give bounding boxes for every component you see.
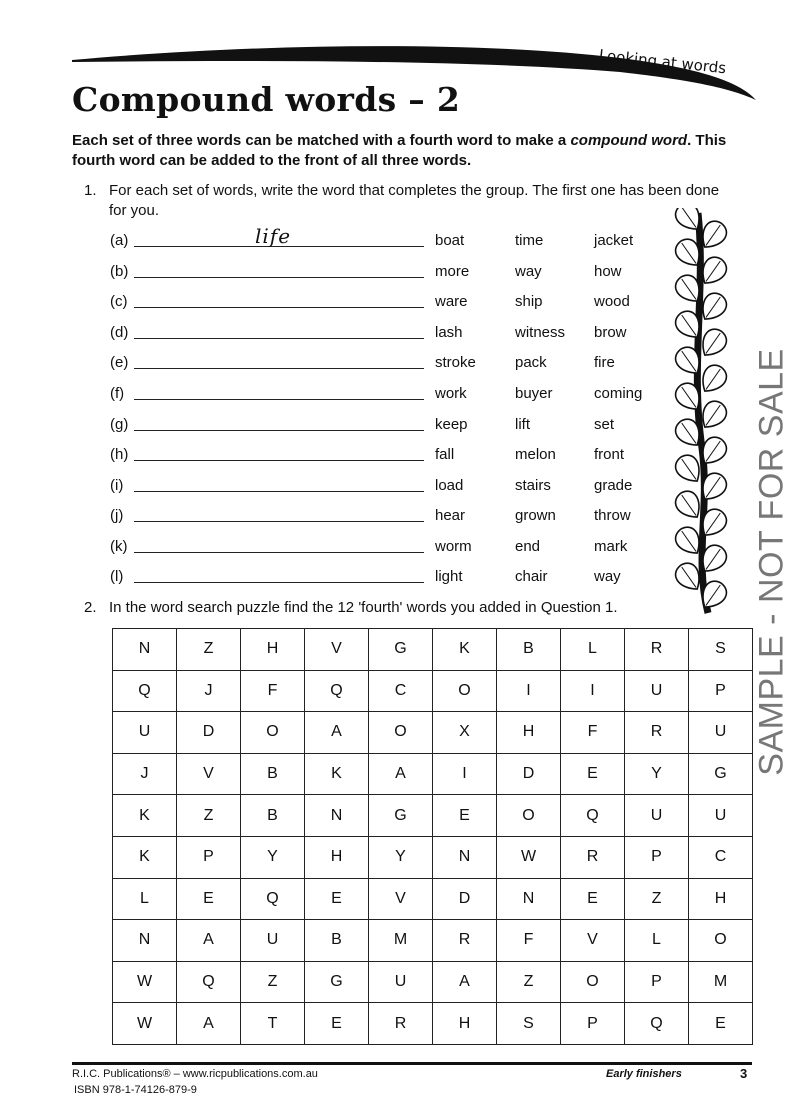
grid-cell[interactable]: J [113,753,177,795]
grid-cell[interactable]: Z [177,795,241,837]
grid-cell[interactable]: W [113,1003,177,1045]
grid-cell[interactable]: V [177,753,241,795]
clue-word: worm [435,538,472,555]
grid-cell[interactable]: M [689,961,753,1003]
grid-row [113,712,753,754]
clue-word: set [594,416,615,433]
question-2-number: 2. [84,599,97,616]
grid-cell[interactable]: A [177,920,241,962]
grid-cell[interactable]: E [433,795,497,837]
word-search-grid [112,628,753,1045]
grid-cell[interactable]: L [561,629,625,671]
grid-cell[interactable]: F [497,920,561,962]
clue-word: throw [594,507,631,524]
footer-isbn: ISBN 978-1-74126-879-9 [74,1084,197,1096]
row-label: (f) [110,385,125,402]
grid-cell[interactable]: R [369,1003,433,1045]
grid-cell[interactable]: K [113,795,177,837]
grid-cell[interactable]: H [305,836,369,878]
answer-row [110,324,670,354]
grid-cell[interactable]: E [689,1003,753,1045]
clue-word: how [594,263,622,280]
clue-word: coming [594,385,643,402]
row-label: (g) [110,416,129,433]
question-2-text: In the word search puzzle find the 12 'fourth' words you added in Question 1. [109,599,618,616]
footer-publisher: R.I.C. Publications® – www.ricpublications.com.au [72,1068,318,1080]
grid-cell[interactable]: B [497,629,561,671]
grid-cell[interactable]: D [177,712,241,754]
clue-word: ware [435,293,468,310]
clue-word: way [515,263,542,280]
grid-cell[interactable]: H [241,629,305,671]
answer-line[interactable] [134,307,424,308]
grid-cell[interactable]: O [433,670,497,712]
grid-cell[interactable]: A [177,1003,241,1045]
grid-cell[interactable]: A [305,712,369,754]
answer-row [110,446,670,476]
grid-cell[interactable]: N [113,920,177,962]
grid-cell[interactable]: E [305,878,369,920]
grid-row [113,629,753,671]
grid-row [113,795,753,837]
clue-word: wood [594,293,630,310]
grid-cell[interactable]: G [369,629,433,671]
grid-cell[interactable]: U [625,795,689,837]
answer-line[interactable] [134,582,424,583]
grid-cell[interactable]: O [689,920,753,962]
answer-line[interactable] [134,521,424,522]
grid-cell[interactable]: I [433,753,497,795]
answer-row [110,385,670,415]
clue-word: ship [515,293,543,310]
grid-cell[interactable]: R [625,712,689,754]
row-label: (h) [110,446,129,463]
clue-word: way [594,568,621,585]
grid-cell[interactable]: R [561,836,625,878]
clue-word: boat [435,232,465,249]
answer-line[interactable] [134,430,424,431]
answer-line[interactable] [134,460,424,461]
clue-word: mark [594,538,628,555]
grid-cell[interactable]: W [497,836,561,878]
grid-cell[interactable]: X [433,712,497,754]
clue-word: chair [515,568,548,585]
grid-row [113,753,753,795]
answer-row [110,416,670,446]
answer-row [110,568,670,598]
clue-word: melon [515,446,556,463]
grid-cell[interactable]: E [561,753,625,795]
grid-cell[interactable]: P [561,1003,625,1045]
question-1-number: 1. [84,182,97,199]
row-label: (a) [110,232,129,249]
clue-word: grown [515,507,556,524]
grid-cell[interactable]: G [689,753,753,795]
grid-row [113,670,753,712]
grid-cell[interactable]: N [113,629,177,671]
grid-row [113,1003,753,1045]
grid-cell[interactable]: Q [241,878,305,920]
grid-cell[interactable]: O [369,712,433,754]
intro-emphasis: compound word [570,132,688,149]
grid-cell[interactable]: U [689,712,753,754]
answer-line[interactable] [134,399,424,400]
grid-cell[interactable]: F [561,712,625,754]
grid-cell[interactable]: Z [241,961,305,1003]
row-label: (l) [110,568,124,585]
section-label: Looking at words [598,46,727,78]
grid-cell[interactable]: Q [177,961,241,1003]
grid-cell[interactable]: V [305,629,369,671]
grid-cell[interactable]: A [433,961,497,1003]
grid-cell[interactable]: Q [561,795,625,837]
grid-cell[interactable]: H [433,1003,497,1045]
question-1 [84,181,734,223]
clue-word: time [515,232,544,249]
grid-cell[interactable]: O [241,712,305,754]
row-label: (d) [110,324,129,341]
grid-cell[interactable]: E [305,1003,369,1045]
grid-cell[interactable]: D [433,878,497,920]
clue-word: stroke [435,354,476,371]
grid-cell[interactable]: H [689,878,753,920]
answer-row [110,538,670,568]
grid-cell[interactable]: K [433,629,497,671]
grid-cell[interactable]: Z [177,629,241,671]
grid-cell[interactable]: Q [625,1003,689,1045]
question-1-text: For each set of words, write the word that completes the group. The first one has been done for you. [109,182,720,219]
clue-word: more [435,263,470,280]
grid-cell[interactable]: Q [305,670,369,712]
grid-cell[interactable]: I [561,670,625,712]
intro-part1: Each set of three words can be matched with a fourth word to make a [72,132,571,149]
grid-cell[interactable]: A [369,753,433,795]
answer-row [110,293,670,323]
clue-word: brow [594,324,627,341]
grid-cell[interactable]: M [369,920,433,962]
grid-cell[interactable]: N [497,878,561,920]
grid-cell[interactable]: S [497,1003,561,1045]
intro-text [72,131,762,171]
page-number: 3 [740,1066,748,1081]
sample-watermark: SAMPLE - NOT FOR SALE [752,348,791,776]
grid-cell[interactable]: B [241,753,305,795]
grid-cell[interactable]: B [241,795,305,837]
clue-word: jacket [594,232,634,249]
grid-row [113,961,753,1003]
clue-word: pack [515,354,547,371]
clue-word: fire [594,354,615,371]
row-label: (j) [110,507,124,524]
grid-cell[interactable]: E [561,878,625,920]
footer-book-title: Early finishers [606,1068,682,1080]
grid-cell[interactable]: P [177,836,241,878]
grid-cell[interactable]: Z [625,878,689,920]
grid-cell[interactable]: F [241,670,305,712]
answer-line[interactable] [134,338,424,339]
row-label: (c) [110,293,128,310]
grid-cell[interactable]: V [561,920,625,962]
answer-row [110,477,670,507]
answer-line[interactable] [134,368,424,369]
grid-cell[interactable]: N [433,836,497,878]
clue-word: work [435,385,467,402]
grid-row [113,920,753,962]
grid-cell[interactable]: S [689,629,753,671]
answer-line[interactable] [134,552,424,553]
grid-cell[interactable]: K [305,753,369,795]
grid-cell[interactable]: Z [497,961,561,1003]
answer-row [110,507,670,537]
clue-word: light [435,568,463,585]
clue-word: keep [435,416,468,433]
grid-cell[interactable]: C [689,836,753,878]
answer-row [110,354,670,384]
grid-row [113,836,753,878]
answer-text: life [255,224,292,248]
grid-cell[interactable]: I [497,670,561,712]
grid-cell[interactable]: N [305,795,369,837]
grid-cell[interactable]: J [177,670,241,712]
grid-cell[interactable]: C [369,670,433,712]
answer-row [110,224,670,262]
answer-line[interactable] [134,277,424,278]
grid-cell[interactable]: O [497,795,561,837]
row-label: (b) [110,263,129,280]
grid-cell[interactable]: Y [625,753,689,795]
clue-word: grade [594,477,633,494]
grid-cell[interactable]: U [113,712,177,754]
grid-cell[interactable]: Y [241,836,305,878]
question-2 [84,598,704,620]
clue-word: load [435,477,464,494]
grid-cell[interactable]: W [113,961,177,1003]
grid-cell[interactable]: H [497,712,561,754]
intro-part2: . This fourth word can be added to the front of all three words. [72,132,727,169]
row-label: (i) [110,477,124,494]
grid-cell[interactable]: L [625,920,689,962]
leaf-vine-illustration [668,208,738,618]
clue-word: witness [515,324,566,341]
clue-word: hear [435,507,466,524]
grid-cell[interactable]: E [177,878,241,920]
grid-cell[interactable]: U [369,961,433,1003]
clue-word: fall [435,446,455,463]
grid-cell[interactable]: O [561,961,625,1003]
grid-cell[interactable]: V [369,878,433,920]
clue-word: lash [435,324,463,341]
grid-cell[interactable]: P [625,836,689,878]
grid-cell[interactable]: T [241,1003,305,1045]
grid-cell[interactable]: R [625,629,689,671]
grid-cell[interactable]: U [241,920,305,962]
grid-cell[interactable]: L [113,878,177,920]
grid-cell[interactable]: U [625,670,689,712]
page-title: Compound words – 2 [72,80,461,119]
clue-word: buyer [515,385,553,402]
clue-word: stairs [515,477,551,494]
row-label: (k) [110,538,128,555]
grid-cell[interactable]: R [433,920,497,962]
answer-line[interactable] [134,491,424,492]
grid-cell[interactable]: Q [113,670,177,712]
row-label: (e) [110,354,129,371]
clue-word: front [594,446,625,463]
answer-row [110,263,670,293]
footer-rule [72,1062,752,1065]
grid-cell[interactable]: G [305,961,369,1003]
grid-cell[interactable]: P [625,961,689,1003]
grid-cell[interactable]: D [497,753,561,795]
grid-row [113,878,753,920]
clue-word: lift [515,416,530,433]
grid-cell[interactable]: B [305,920,369,962]
grid-cell[interactable]: P [689,670,753,712]
grid-cell[interactable]: U [689,795,753,837]
grid-cell[interactable]: G [369,795,433,837]
grid-cell[interactable]: K [113,836,177,878]
clue-word: end [515,538,541,555]
grid-cell[interactable]: Y [369,836,433,878]
